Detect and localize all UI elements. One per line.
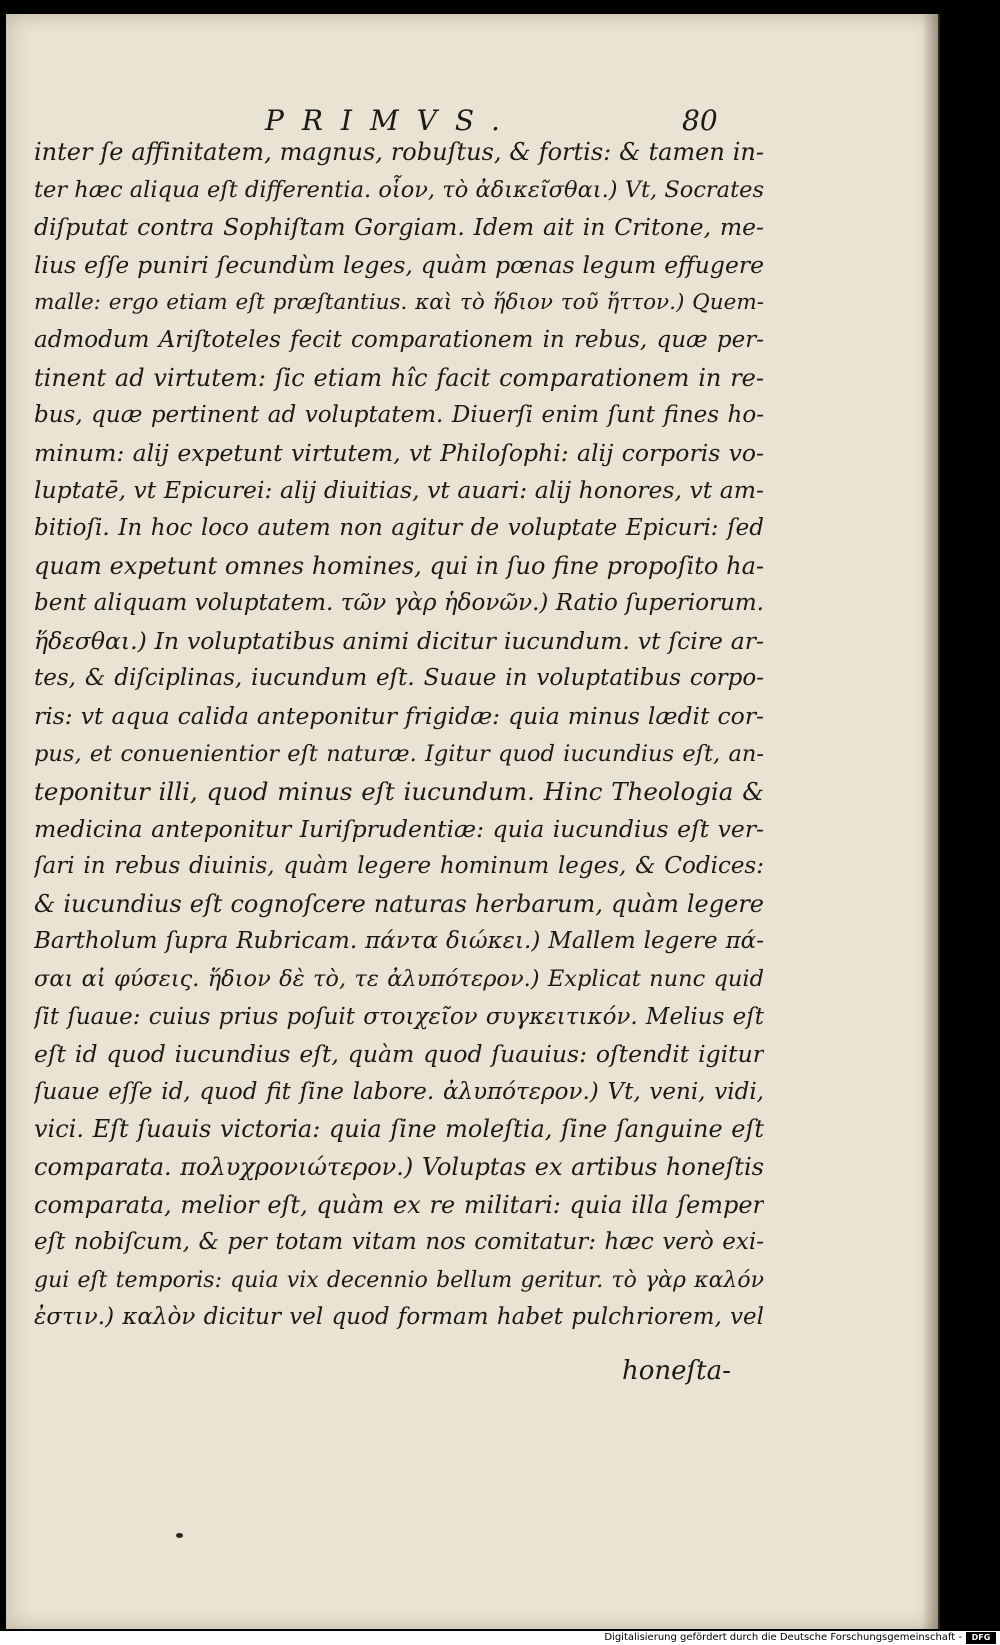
dfg-logo: DFG xyxy=(966,1632,996,1644)
text-line: bitioſi. In hoc loco autem non agitur de voluptate Epicuri: ſed xyxy=(34,514,764,541)
ink-speck xyxy=(176,1533,183,1538)
text-line: pus, et conuenientior eſt naturæ. Igitur quod iucundius eſt, an- xyxy=(34,740,764,767)
text-line: lius eſſe puniri ſecundùm leges, quàm pœnas legum effugere xyxy=(34,250,764,279)
text-line: σαι αἱ φύσεις. ἥδιον δὲ τὸ, τε ἀλυπότερον.) Explicat nunc quid xyxy=(34,966,764,993)
text-line: inter ſe affinitatem, magnus, robuſtus, & fortis: & tamen in- xyxy=(34,138,764,166)
text-line: eſt id quod iucundius eſt, quàm quod ſuauius: oſtendit igitur xyxy=(34,1040,764,1069)
text-line: bent aliquam voluptatem. τῶν γὰρ ἡδονῶν.) Ratio ſuperiorum. xyxy=(34,590,764,617)
text-line: minum: alij expetunt virtutem, vt Philoſophi: alij corporis vo- xyxy=(34,438,764,467)
text-line: ſit ſuaue: cuius prius poſuit στοιχεῖον συγκειτικόν. Melius eſt xyxy=(34,1003,764,1030)
body-text xyxy=(34,134,764,1337)
text-line: bus, quæ pertinent ad voluptatem. Diuerſi enim ſunt fines ho- xyxy=(34,402,764,429)
text-line: gui eſt temporis: quia vix decennio bellum geritur. τὸ γὰρ καλόν xyxy=(34,1267,764,1293)
text-line: diſputat contra Sophiſtam Gorgiam. Idem ait in Critone, me- xyxy=(34,213,764,242)
funding-credit: Digitalisierung gefördert durch die Deutsche Forschungsgemeinschaft - xyxy=(604,1632,962,1643)
text-line: teponitur illi, quod minus eſt iucundum. Hinc Theologia & xyxy=(34,777,764,807)
text-line: comparata. πολυχρονιώτερον.) Voluptas ex artibus honeſtis xyxy=(34,1153,764,1182)
running-head: PRIMVS. xyxy=(265,104,518,137)
text-line: malle: ergo etiam eſt præſtantius. καὶ τὸ ἥδιον τοῦ ἥττον.) Quem- xyxy=(34,290,764,316)
text-line: Bartholum ſupra Rubricam. πάντα διώκει.) Mallem legere πά- xyxy=(34,928,764,955)
text-line: ter hæc aliqua eſt differentia. οἷον, τὸ ἀδικεῖσθαι.) Vt, Socrates xyxy=(34,176,764,203)
text-line: eſt nobiſcum, & per totam vitam nos comitatur: hæc verò exi- xyxy=(34,1229,764,1256)
text-line: comparata, melior eſt, quàm ex re militari: quia illa ſemper xyxy=(34,1190,764,1219)
text-line: medicina anteponitur Iuriſprudentiæ: quia iucundius eſt ver- xyxy=(34,814,764,843)
text-line: ἐστιν.) καλὸν dicitur vel quod formam habet pulchriorem, vel xyxy=(34,1304,764,1331)
text-line: tinent ad virtutem: ſic etiam hîc facit comparationem in re- xyxy=(34,363,764,392)
page-edge-shadow xyxy=(922,14,938,1629)
text-line: luptatē, vt Epicurei: alij diuitias, vt auari: alij honores, vt am- xyxy=(34,476,764,505)
page-number: 80 xyxy=(682,104,718,137)
text-line: ſari in rebus diuinis, quàm legere hominum leges, & Codices: xyxy=(34,853,764,880)
text-line: ἥδεσθαι.) In voluptatibus animi dicitur iucundum. vt ſcire ar- xyxy=(34,626,764,655)
text-line: quam expetunt omnes homines, qui in ſuo fine propoſito ha- xyxy=(34,551,764,580)
text-line: ris: vt aqua calida anteponitur frigidæ: quia minus lædit cor- xyxy=(34,701,764,730)
text-line: tes, & diſciplinas, iucundum eſt. Suaue in voluptatibus corpo- xyxy=(34,665,764,692)
text-line: & iucundius eſt cognoſcere naturas herbarum, quàm legere xyxy=(34,889,764,918)
text-line: vici. Eſt ſuauis victoria: quia ſine moleſtia, ſine ſanguine eſt xyxy=(34,1115,764,1144)
text-line: admodum Ariſtoteles fecit comparationem in rebus, quæ per- xyxy=(34,326,764,353)
catchword: honeſta- xyxy=(622,1356,731,1386)
text-line: ſuaue eſſe id, quod fit ſine labore. ἀλυπότερον.) Vt, veni, vidi, xyxy=(34,1078,764,1105)
